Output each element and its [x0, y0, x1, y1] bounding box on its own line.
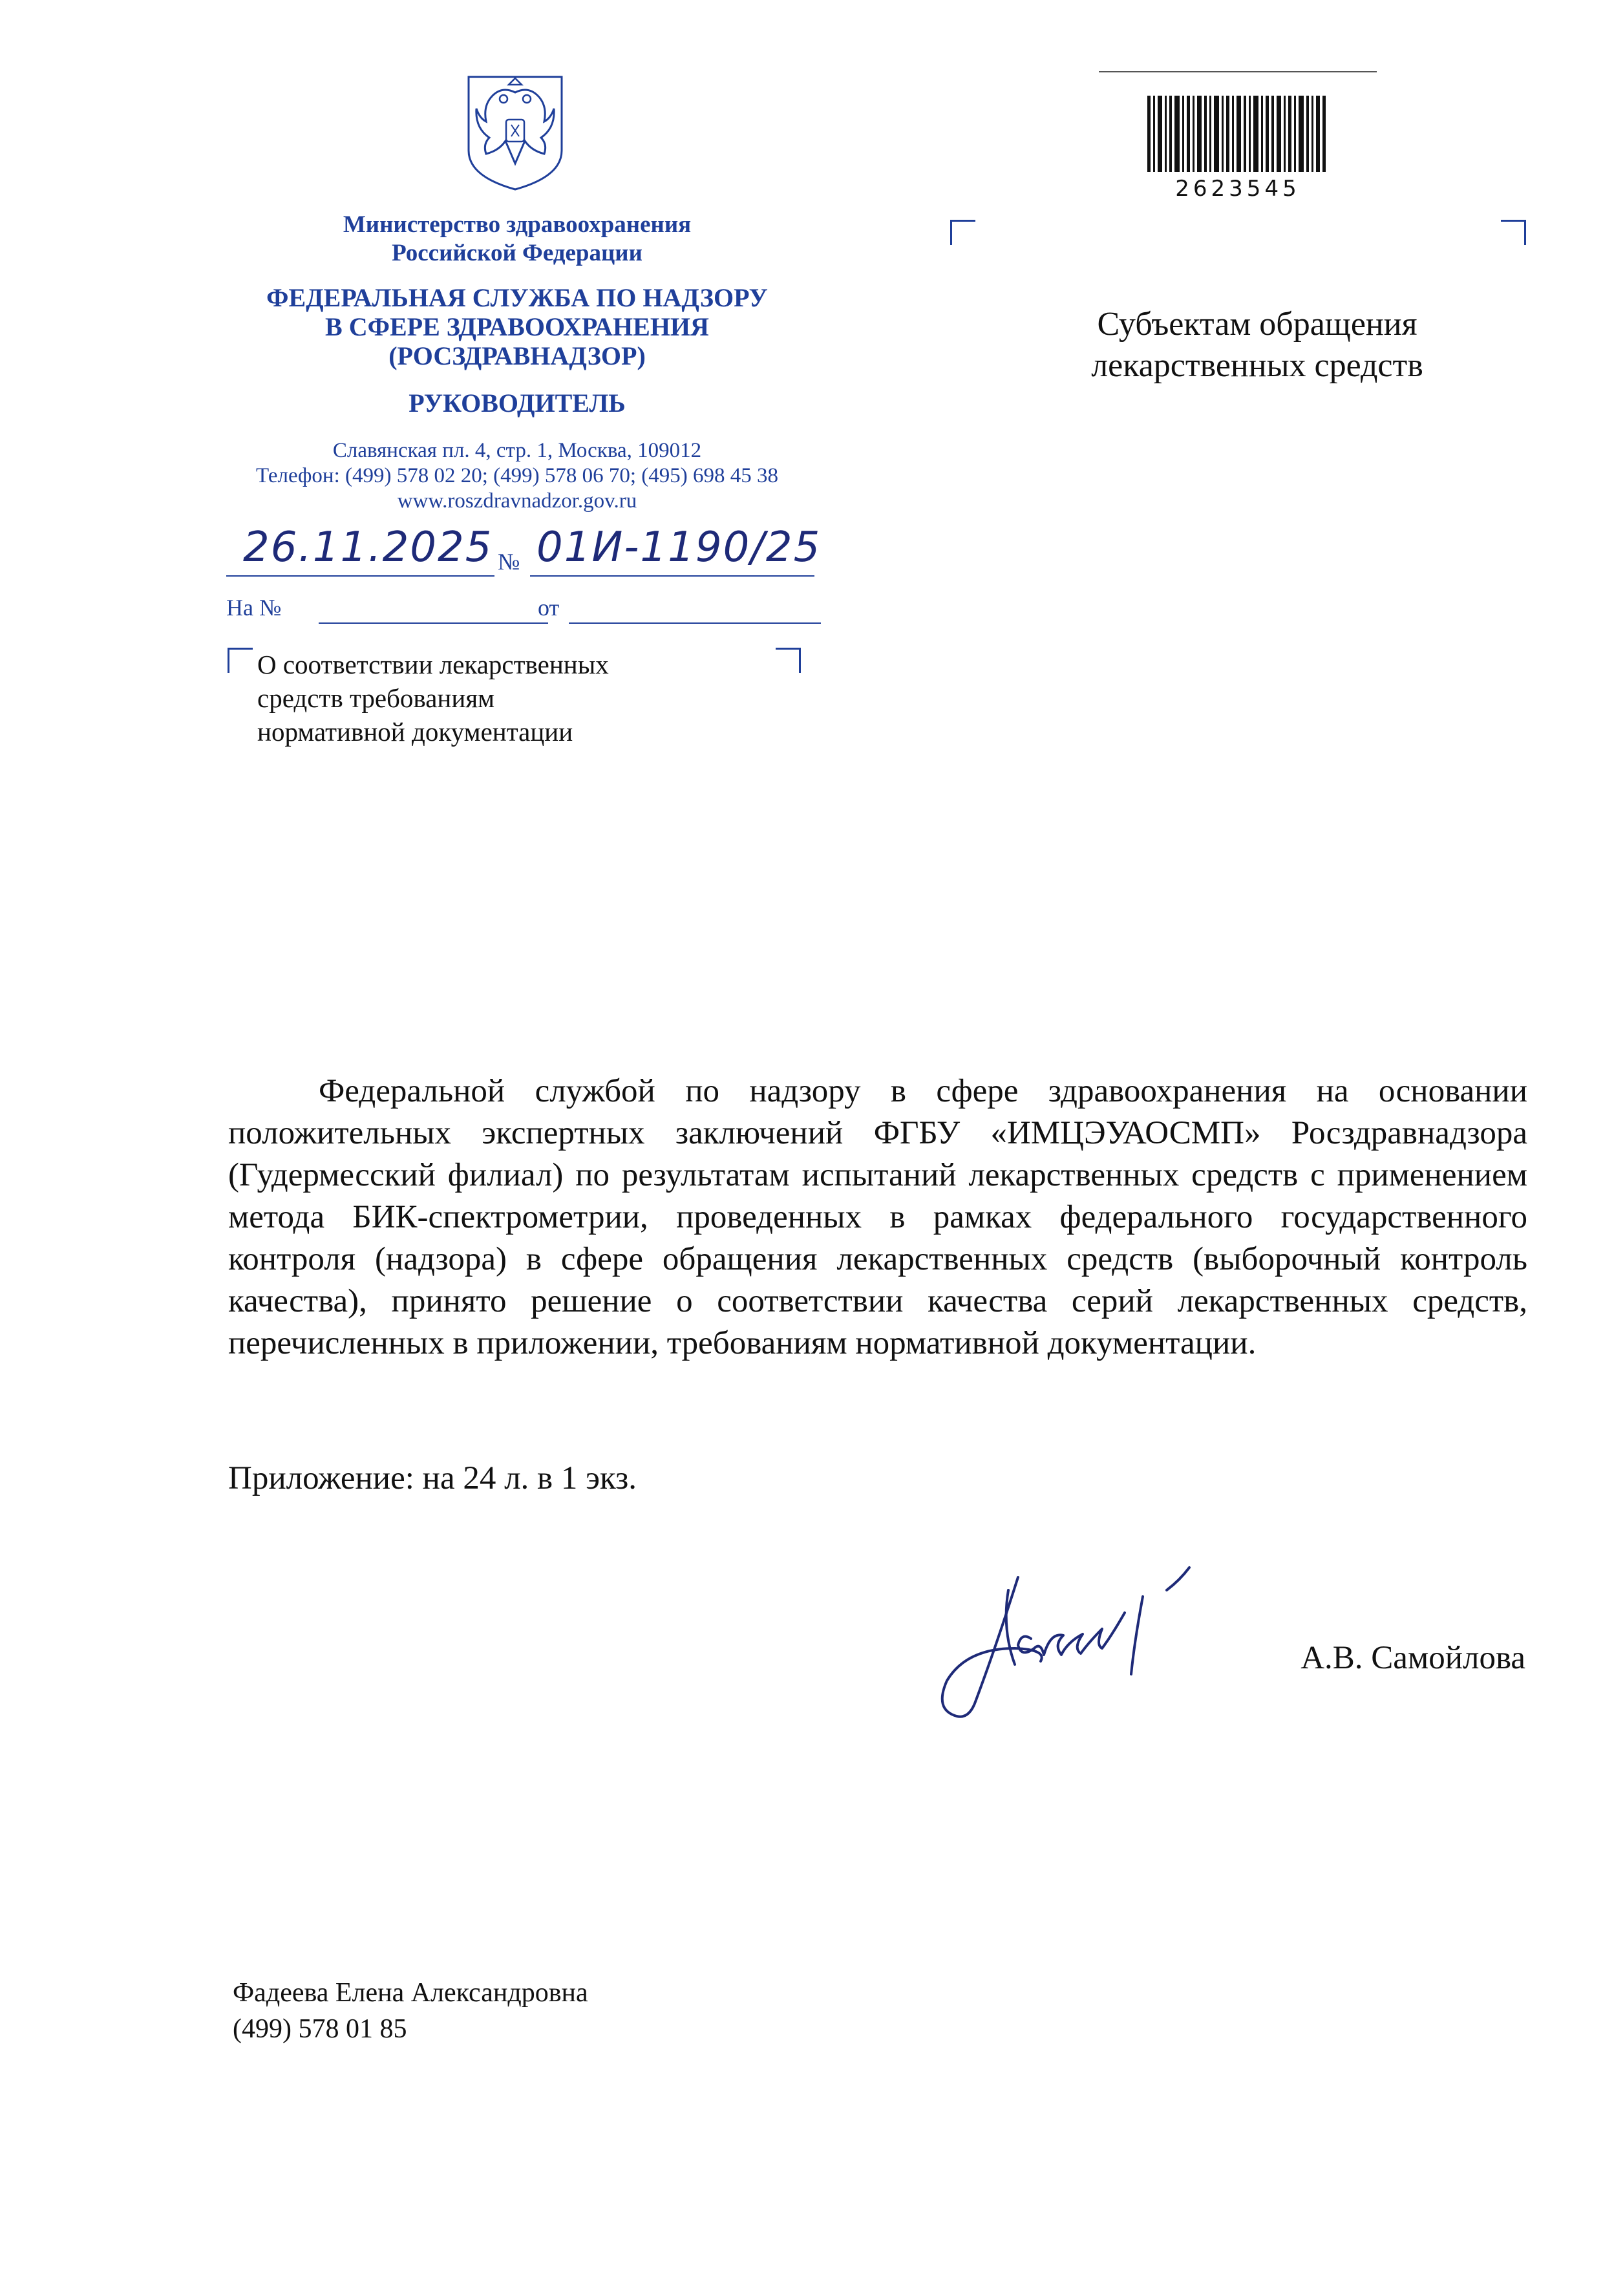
ref-date-line [569, 622, 821, 624]
number-underline [530, 575, 814, 577]
executor-phone: (499) 578 01 85 [233, 2014, 407, 2044]
signature-icon [918, 1551, 1254, 1732]
registration-number: 01И-1190/25 [536, 524, 822, 571]
ref-number-line [319, 622, 548, 624]
body-paragraph: Федеральной службой по надзору в сфере здравоохранения на основании положительных экспертных заключений ФГБУ «ИМЦЭУАОСМП» Росздравнадзора (Гудермесский филиал) по результатам испытаний лекарственных средств с применением метода БИК-спектрометрии, проведенных в рамках федерального государственного контроля (надзора) в сфере обращения лекарственных средств (выборочный контроль качества), принято решение о соответствии качества серий лекарственных средств, перечисленных в приложении, требованиям нормативной документации. [228, 1073, 1527, 1361]
subject-corner-right [776, 648, 801, 673]
number-sign: № [498, 549, 520, 575]
barcode-rule [1099, 71, 1377, 72]
executor [233, 1975, 588, 2047]
subject-corner-left [228, 648, 253, 673]
date-underline [226, 575, 494, 577]
role-title: РУКОВОДИТЕЛЬ [409, 388, 626, 418]
contacts [194, 438, 840, 514]
ref-label: На № [226, 595, 282, 621]
executor-name: Фадеева Елена Александровна [233, 1978, 588, 2008]
recipient-corner-right [1501, 220, 1526, 245]
barcode [1099, 71, 1377, 200]
letter-body [228, 1070, 1527, 1365]
coat-of-arms-icon [463, 73, 567, 193]
phones: Телефон: (499) 578 02 20; (499) 578 06 70; (495) 698 45 38 [255, 464, 779, 487]
signer-name: А.В. Самойлова [1300, 1640, 1525, 1676]
registration-row [226, 525, 840, 577]
attachment-note: Приложение: на 24 л. в 1 экз. [228, 1460, 637, 1496]
barcode-number: 2623545 [1175, 176, 1300, 202]
barcode-icon [1147, 96, 1328, 172]
ref-from: от [538, 595, 560, 621]
website: www.roszdravnadzor.gov.ru [397, 489, 637, 513]
address: Славянская пл. 4, стр. 1, Москва, 109012 [332, 439, 702, 462]
registration-date: 26.11.2025 [243, 524, 493, 571]
recipient-corner-left [950, 220, 975, 245]
service-name: ФЕДЕРАЛЬНАЯ СЛУЖБА ПО НАДЗОРУ В СФЕРЕ ЗДРАВООХРАНЕНИЯ (РОСЗДРАВНАДЗОР) [266, 283, 768, 370]
reference-row [226, 585, 840, 624]
ministry-name: Министерство здравоохранения Российской Федерации [343, 211, 692, 266]
subject: О соответствии лекарственных средств требованиям нормативной документации [257, 650, 609, 747]
recipient: Субъектам обращения лекарственных средств [1091, 306, 1423, 384]
